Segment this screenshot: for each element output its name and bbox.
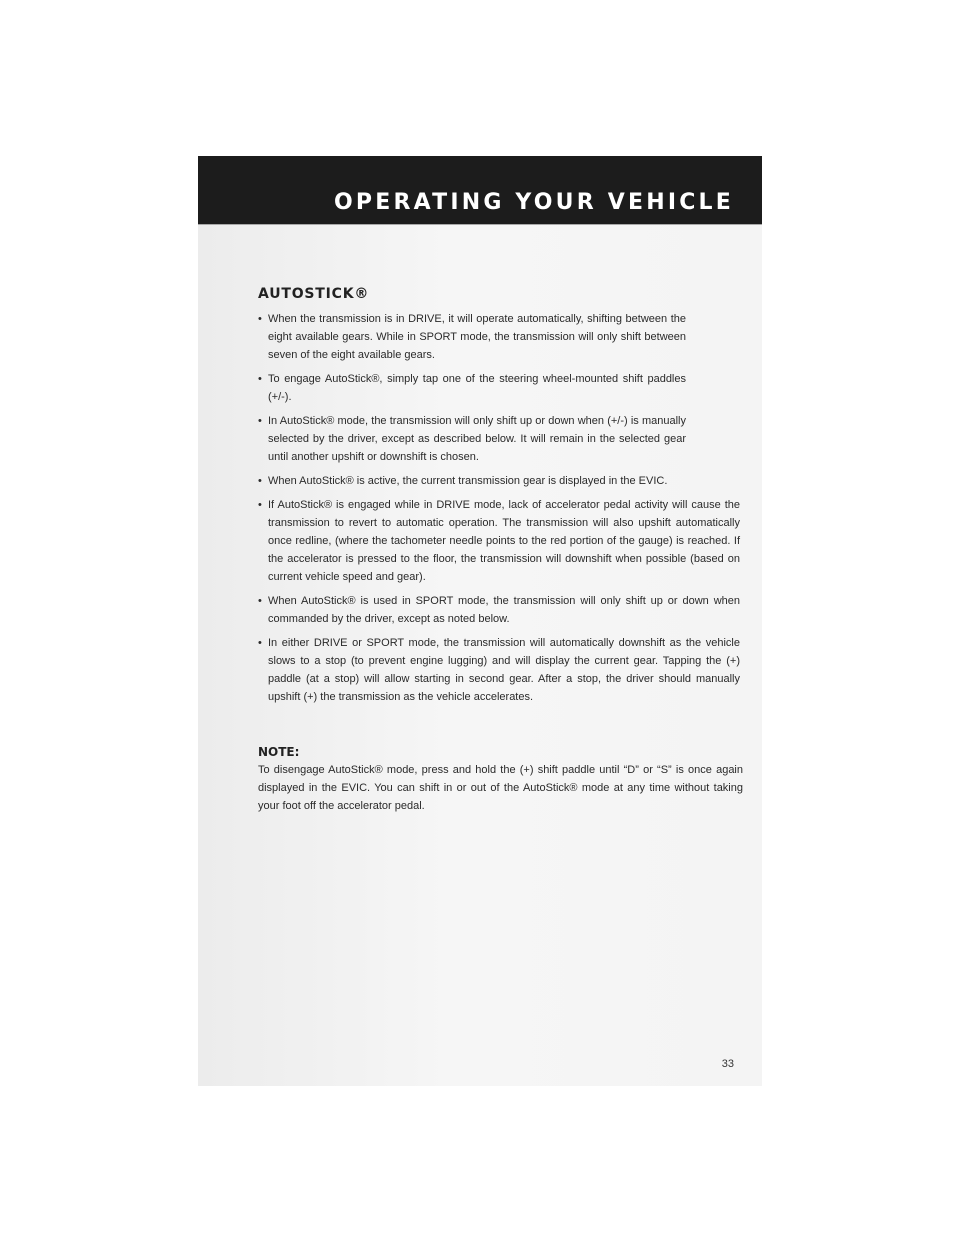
bullet-icon: • [258, 373, 262, 385]
list-item [258, 310, 686, 364]
list-item-text: To engage AutoStick®, simply tap one of the steering wheel-mounted shift paddles (+/-). [268, 373, 686, 403]
bullet-icon: • [258, 637, 262, 649]
list-item [258, 472, 686, 490]
header-divider [198, 224, 762, 225]
list-item-text: If AutoStick® is engaged while in DRIVE mode, lack of accelerator pedal activity will cause the transmission to revert to automatic operation. The transmission will also upshift automatically once redline, (where the tachometer needle points to the red portion of the gauge) is reached. If the accelerator is pressed to the floor, the transmission will downshift when possible (based on current vehicle speed and gear). [268, 499, 740, 583]
note-heading: NOTE: [258, 745, 300, 759]
bullet-icon: • [258, 313, 262, 325]
note-text: To disengage AutoStick® mode, press and hold the (+) shift paddle until “D” or “S” is once again displayed in the EVIC. You can shift in or out of the AutoStick® mode at any time without taking your foot off the accelerator pedal. [258, 764, 743, 812]
list-item [258, 496, 740, 586]
page-number: 33 [721, 1058, 734, 1070]
manual-page [198, 156, 762, 1086]
bullet-icon: • [258, 499, 262, 511]
bullet-icon: • [258, 475, 262, 487]
header-title: OPERATING YOUR VEHICLE [334, 190, 734, 215]
list-item [258, 370, 686, 406]
list-item-text: In AutoStick® mode, the transmission will only shift up or down when (+/-) is manually selected by the driver, except as described below. It will remain in the selected gear until another upshift or downshift is chosen. [268, 415, 686, 463]
section-title: AUTOSTICK® [258, 286, 370, 302]
bullet-list [258, 310, 748, 712]
list-item-text: When the transmission is in DRIVE, it will operate automatically, shifting between the eight available gears. While in SPORT mode, the transmission will only shift between seven of the eight available gears. [268, 313, 686, 361]
list-item-text: When AutoStick® is active, the current transmission gear is displayed in the EVIC. [268, 475, 668, 487]
header-bar [198, 156, 762, 224]
list-item-text: When AutoStick® is used in SPORT mode, the transmission will only shift up or down when commanded by the driver, except as noted below. [268, 595, 740, 625]
list-item [258, 592, 740, 628]
list-item [258, 412, 686, 466]
bullet-icon: • [258, 595, 262, 607]
list-item [258, 634, 740, 706]
bullet-icon: • [258, 415, 262, 427]
list-item-text: In either DRIVE or SPORT mode, the transmission will automatically downshift as the vehicle slows to a stop (to prevent engine lugging) and will display the current gear. Tapping the (+) paddle (at a stop) will allow starting in second gear. After a stop, the driver should manually upshift (+) the transmission as the vehicle accelerates. [268, 637, 740, 703]
